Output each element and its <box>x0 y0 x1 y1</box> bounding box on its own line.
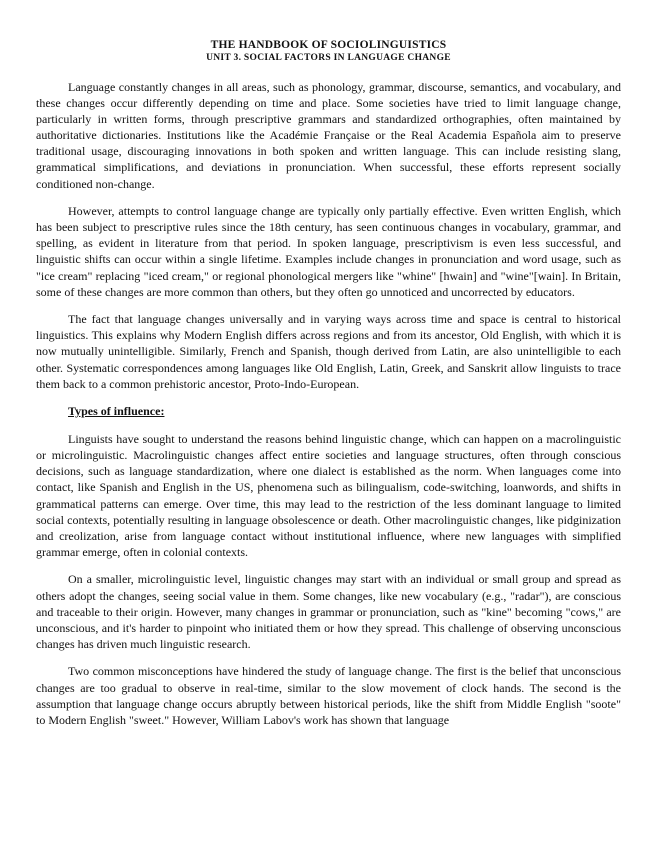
unit-subtitle: UNIT 3. SOCIAL FACTORS IN LANGUAGE CHANGE <box>206 53 451 63</box>
document-title: THE HANDBOOK OF SOCIOLINGUISTICS <box>210 39 447 51</box>
section-heading-types-of-influence: Types of influence: <box>68 404 165 419</box>
paragraph-intro-1: Language constantly changes in all areas, such as phonology, grammar, discourse, semantics, and vocabulary, and these changes occur differently depending on time and place. Some societies have tried to limit language change, particularly in written forms, through prescriptive grammars and standardized orthographies, often maintained by authoritative dictionaries. Institutions like the Académie Française or the Real Academia Española aim to preserve traditional usage, discouraging innovations in both spoken and written language. This can include resisting slang, grammatical simplifications, and deviations in pronunciation. When successful, these efforts represent socially conditioned non-change. <box>36 80 621 191</box>
document-page <box>36 38 621 739</box>
paragraph-section-3: Two common misconceptions have hindered the study of language change. The first is the belief that unconscious changes are too gradual to observe in real-time, similar to the slow movement of clock hands. The second is the assumption that language change occurs abruptly between historical periods, like the shift from Middle English "soote" to Modern English "sweet." However, William Labov's work has shown that language <box>36 664 621 727</box>
paragraph-section-1: Linguists have sought to understand the reasons behind linguistic change, which can happen on a macrolinguistic or microlinguistic. Macrolinguistic changes affect entire societies and language structures, often through conscious decisions, such as language standardization, where one dialect is established as the norm. When languages come into contact, like Spanish and English in the US, phenomena such as bilingualism, code-switching, loanwords, and shifts in grammatical patterns can emerge. Over time, this may lead to the restriction of the less dominant language to limited social contexts, potentially resulting in language obsolescence or death. Other macrolinguistic changes, like pidginization and creolization, arise from language contact without institutional influence, where new languages with simplified grammar emerge, often in colonial contexts. <box>36 432 621 559</box>
paragraph-intro-3: The fact that language changes universally and in varying ways across time and space is central to historical linguistics. This explains why Modern English differs across regions and from its ancestor, Old English, with which it is now mutually unintelligible. Similarly, French and Spanish, though derived from Latin, are also unintelligible to each other. Systematic correspondences among languages like Old English, Latin, Greek, and Sanskrit allow linguists to trace them back to a common prehistoric ancestor, Proto-Indo-European. <box>36 312 621 391</box>
paragraph-section-2: On a smaller, microlinguistic level, linguistic changes may start with an individual or small group and spread as others adopt the changes, seeing social value in them. Some changes, like new vocabulary (e.g., "radar"), are conscious and traceable to their origin. However, many changes in grammar or pronunciation, such as "kine" becoming "cows," are unconscious, and it's harder to pinpoint who initiated them or how they spread. This challenge of observing unconscious changes has driven much linguistic research. <box>36 572 621 651</box>
paragraph-intro-2: However, attempts to control language change are typically only partially effective. Even written English, which has been subject to prescriptive rules since the 18th century, has seen continuous changes in vocabulary, grammar, and spelling, as evident in literature from that period. In spoken language, prescriptivism is even less successful, and linguistic shifts can occur within a single lifetime. Examples include changes in pronunciation and word usage, such as "ice cream" replacing "iced cream," or regional phonological mergers like "whine" [hwain] and "wine"[wain]. In Britain, some of these changes are more common than others, but they often go unnoticed and uncorrected by educators. <box>36 204 621 299</box>
